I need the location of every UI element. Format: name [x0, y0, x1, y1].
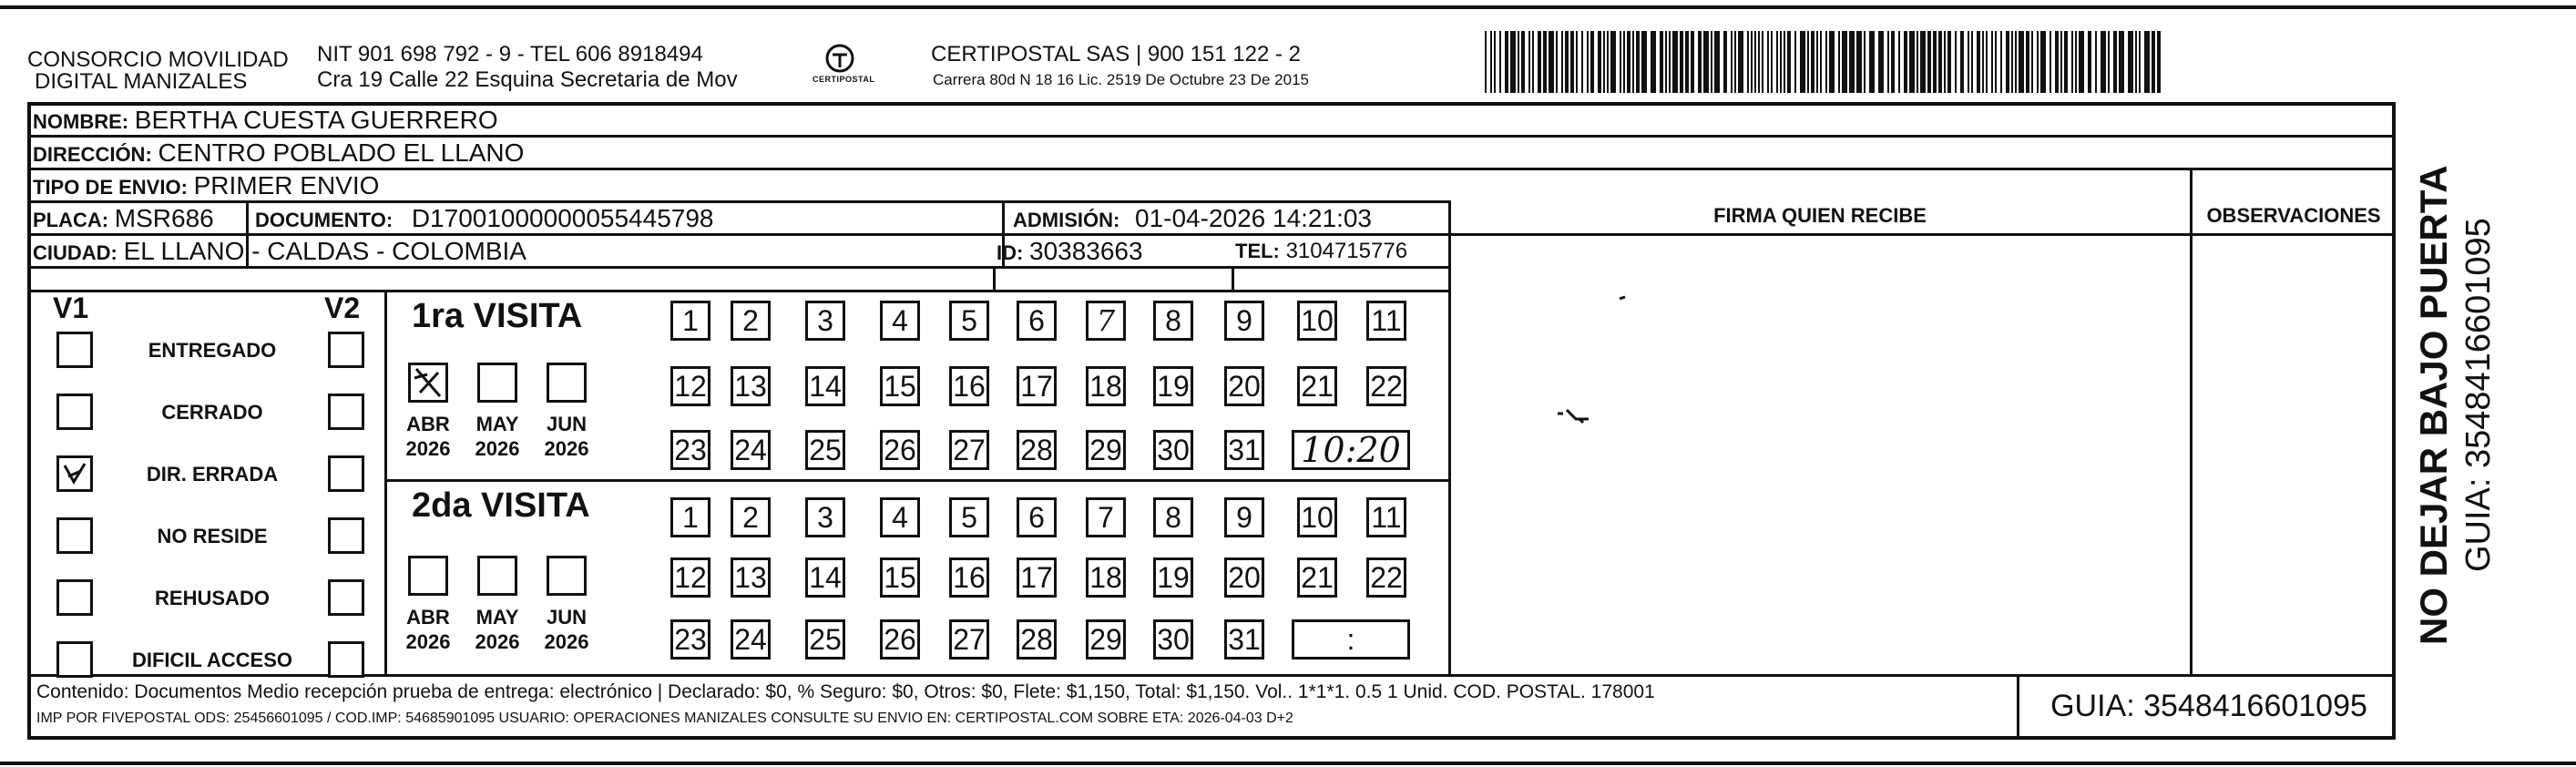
barcode-bar — [1825, 31, 1827, 93]
direccion-field — [33, 138, 524, 168]
barcode-bar — [1521, 31, 1525, 93]
scan-top-edge — [0, 5, 2576, 9]
second-visit-day-box[interactable]: 29 — [1086, 619, 1126, 660]
barcode-bar — [1767, 31, 1769, 93]
side-guia: GUIA: 3548416601095 — [2459, 218, 2498, 572]
barcode-bar — [1842, 31, 1847, 93]
first-visit-day-box[interactable]: 15 — [880, 366, 920, 406]
barcode-bar — [1917, 31, 1918, 93]
direccion-value: CENTRO POBLADO EL LLANO — [158, 138, 525, 167]
second-visit-day-box[interactable]: 7 — [1086, 497, 1126, 537]
placa-key: PLACA: — [33, 209, 109, 231]
barcode-bar — [2011, 31, 2013, 93]
second-visit-day-box[interactable]: 13 — [731, 557, 771, 598]
contenido-text: Contenido: Documentos Medio recepción prueba de entrega: electrónico | Declarado: $0, % Seguro: $0, Otros: $0, Flete: $1,150, Total: $1,150. Vol.. 1*1*1. 0.5 1 Unid. COD. POSTAL. 178001 — [36, 681, 1655, 702]
barcode-bar — [2006, 31, 2009, 93]
barcode-bar — [1811, 31, 1814, 93]
second-visit-day-box[interactable]: 3 — [805, 497, 845, 537]
first-visit-month-checkbox[interactable] — [547, 363, 587, 403]
ciudad-key: CIUDAD: — [33, 241, 118, 264]
barcode-bar — [1711, 31, 1712, 93]
barcode-bar — [1800, 31, 1805, 93]
v1-checkbox[interactable] — [56, 641, 93, 678]
status-option-label: ENTREGADO — [148, 339, 277, 362]
barcode-bar — [1944, 31, 1946, 93]
first-visit-day-box[interactable]: 8 — [1153, 301, 1193, 341]
barcode-bar — [1632, 31, 1634, 93]
v1-label: V1 — [53, 291, 89, 324]
barcode-bar — [1738, 31, 1743, 93]
first-visit-day-box[interactable]: 11 — [1366, 301, 1406, 341]
barcode-bar — [1947, 31, 1951, 93]
col-divider — [1232, 266, 1234, 290]
second-visit-day-box[interactable]: 30 — [1153, 619, 1193, 660]
scan-bottom-edge — [0, 762, 2576, 765]
side-warning: NO DEJAR BAJO PUERTA — [2412, 165, 2455, 645]
certipostal-logo-icon — [811, 40, 869, 93]
barcode-bar — [1570, 31, 1574, 93]
second-visit-day-box[interactable]: 5 — [949, 497, 989, 537]
barcode-bar — [1603, 31, 1605, 93]
admision-key: ADMISIÓN: — [1013, 209, 1120, 231]
second-visit-month-checkbox[interactable] — [547, 556, 587, 596]
barcode-bar — [1565, 31, 1569, 93]
first-visit-month-label: MAY 2026 — [475, 413, 520, 460]
first-visit-day-box[interactable]: 22 — [1366, 366, 1406, 406]
documento-key: DOCUMENTO: — [255, 209, 394, 231]
v1-checkbox[interactable] — [56, 332, 93, 368]
col-divider — [384, 290, 387, 674]
barcode-bar — [1771, 31, 1773, 93]
barcode-bar — [1838, 31, 1840, 93]
barcode-bar — [1543, 31, 1547, 93]
second-visit-day-box[interactable]: 23 — [670, 619, 710, 660]
id-value: 30383663 — [1029, 237, 1143, 265]
first-visit-day-box[interactable]: 20 — [1224, 366, 1264, 406]
barcode-bar — [2152, 31, 2155, 93]
barcode-bar — [1528, 31, 1530, 93]
col-divider — [2190, 168, 2193, 676]
barcode-bar — [1864, 31, 1866, 93]
placa-field — [33, 204, 214, 233]
barcode-bar — [1920, 31, 1926, 93]
barcode-bar — [2144, 31, 2150, 93]
barcode-bar — [1776, 31, 1778, 93]
company-name-line2: DIGITAL MANIZALES — [35, 69, 248, 94]
tel-value: 3104715776 — [1285, 239, 1408, 263]
barcode-bar — [1714, 31, 1720, 93]
col-divider — [1002, 200, 1005, 233]
barcode-bar — [1829, 31, 1835, 93]
col-divider — [993, 266, 996, 290]
barcode-bar — [2031, 31, 2033, 93]
second-visit-day-box[interactable]: 8 — [1153, 497, 1193, 537]
row-divider — [27, 168, 2396, 170]
barcode-bar — [1977, 31, 1980, 93]
barcode-bar — [1787, 31, 1791, 93]
tipo-key: TIPO DE ENVIO: — [33, 176, 188, 199]
first-visit-day-box[interactable]: 18 — [1086, 366, 1126, 406]
barcode-bar — [1849, 31, 1855, 93]
barcode-bar — [2037, 31, 2039, 93]
courier-line2: Carrera 80d N 18 16 Lic. 2519 De Octubre 23 De 2015 — [933, 71, 1309, 88]
documento-value: D17001000000055445798 — [411, 204, 714, 232]
barcode-bar — [1607, 31, 1609, 93]
first-visit-month-checkbox[interactable] — [477, 363, 517, 403]
barcode-bar — [1665, 31, 1667, 93]
barcode-bar — [1587, 31, 1589, 93]
second-visit-day-box[interactable]: 25 — [805, 619, 845, 660]
barcode-bar — [1938, 31, 1942, 93]
barcode-bar — [1561, 31, 1563, 93]
second-visit-day-box[interactable]: 11 — [1366, 497, 1406, 537]
barcode-bar — [1556, 31, 1558, 93]
barcode — [1485, 31, 2164, 93]
first-visit-day-box[interactable]: 10 — [1297, 301, 1337, 341]
first-visit-day-box[interactable]: 29 — [1086, 430, 1126, 470]
documento-field — [255, 204, 714, 233]
barcode-bar — [2157, 31, 2161, 93]
first-visit-day-box[interactable]: 23 — [670, 430, 710, 470]
barcode-bar — [1751, 31, 1753, 93]
barcode-bar — [1762, 31, 1763, 93]
second-visit-day-box[interactable]: 20 — [1224, 557, 1264, 598]
second-visit-month-checkbox[interactable] — [477, 556, 517, 596]
admision-value: 01-04-2026 14:21:03 — [1135, 204, 1372, 232]
main-frame — [27, 102, 2396, 740]
barcode-bar — [1982, 31, 1984, 93]
barcode-bar — [2101, 31, 2106, 93]
v2-checkbox[interactable] — [328, 394, 364, 430]
nombre-field — [33, 106, 498, 135]
barcode-bar — [2060, 31, 2062, 93]
firma-label: FIRMA QUIEN RECIBE — [1713, 204, 1927, 227]
barcode-bar — [1968, 31, 1969, 93]
barcode-bar — [1576, 31, 1578, 93]
barcode-bar — [1685, 31, 1689, 93]
second-visit-day-box[interactable]: 17 — [1017, 557, 1057, 598]
barcode-bar — [1960, 31, 1964, 93]
barcode-bar — [1780, 31, 1782, 93]
barcode-bar — [1651, 31, 1656, 93]
barcode-bar — [1499, 31, 1501, 93]
barcode-bar — [1794, 31, 1796, 93]
barcode-bar — [1784, 31, 1785, 93]
barcode-bar — [1878, 31, 1884, 93]
first-visit-day-box[interactable]: 16 — [949, 366, 989, 406]
first-visit-day-box[interactable]: 7 — [1086, 301, 1126, 341]
address-line: Cra 19 Calle 22 Esquina Secretaria de Mov — [317, 67, 738, 92]
tel-key: TEL: — [1235, 240, 1280, 262]
first-visit-month-label: JUN 2026 — [544, 413, 589, 460]
v1-checkbox[interactable] — [56, 394, 93, 430]
barcode-bar — [2128, 31, 2133, 93]
barcode-bar — [2139, 31, 2141, 93]
v2-label: V2 — [324, 291, 361, 324]
first-visit-day-box[interactable]: 17 — [1017, 366, 1057, 406]
second-visit-day-box[interactable]: 19 — [1153, 557, 1193, 598]
status-option-label: CERRADO — [161, 401, 263, 424]
status-option-label: DIR. ERRADA — [146, 463, 279, 486]
second-visit-title: 2da VISITA — [412, 486, 590, 525]
barcode-bar — [1636, 31, 1640, 93]
first-visit-day-box[interactable]: 5 — [949, 301, 989, 341]
barcode-bar — [1672, 31, 1678, 93]
barcode-bar — [1660, 31, 1663, 93]
barcode-bar — [1703, 31, 1709, 93]
second-visit-month-label: ABR 2026 — [405, 606, 451, 653]
placa-value: MSR686 — [114, 204, 214, 232]
barcode-bar — [1754, 31, 1756, 93]
barcode-bar — [1986, 31, 1988, 93]
barcode-bar — [1856, 31, 1862, 93]
first-visit-day-box[interactable]: 31 — [1224, 430, 1264, 470]
row-divider — [27, 290, 1450, 292]
barcode-bar — [1734, 31, 1736, 93]
barcode-bar — [1820, 31, 1822, 93]
row-divider — [27, 674, 2396, 677]
barcode-bar — [2064, 31, 2068, 93]
second-visit-day-box[interactable]: 1 — [670, 497, 710, 537]
barcode-bar — [1620, 31, 1621, 93]
second-visit-day-box[interactable]: 15 — [880, 557, 920, 598]
second-visit-day-box[interactable]: 26 — [880, 619, 920, 660]
barcode-bar — [2040, 31, 2046, 93]
barcode-bar — [2079, 31, 2084, 93]
barcode-bar — [1598, 31, 1601, 93]
barcode-bar — [1505, 31, 1508, 93]
barcode-bar — [2113, 31, 2117, 93]
barcode-bar — [2075, 31, 2077, 93]
tipo-field — [33, 171, 379, 200]
v1-checkbox[interactable] — [56, 517, 93, 554]
courier-line1: CERTIPOSTAL SAS | 900 151 122 - 2 — [931, 42, 1301, 66]
barcode-bar — [2108, 31, 2110, 93]
status-option-label: NO RESIDE — [157, 525, 268, 547]
first-visit-day-box[interactable]: 12 — [670, 366, 710, 406]
second-visit-day-box[interactable]: 6 — [1017, 497, 1057, 537]
second-visit-day-box[interactable]: 16 — [949, 557, 989, 598]
barcode-bar — [2050, 31, 2051, 93]
barcode-bar — [1669, 31, 1671, 93]
signature-scribble — [1549, 291, 1658, 437]
first-visit-day-box[interactable]: 30 — [1153, 430, 1193, 470]
barcode-bar — [1909, 31, 1915, 93]
barcode-bar — [1698, 31, 1702, 93]
first-visit-month-label: ABR 2026 — [405, 413, 451, 460]
first-visit-title: 1ra VISITA — [412, 297, 583, 335]
v2-checkbox[interactable] — [328, 641, 364, 678]
barcode-bar — [1971, 31, 1973, 93]
col-divider — [2017, 674, 2019, 740]
barcode-bar — [2000, 31, 2002, 93]
v2-checkbox[interactable] — [328, 332, 364, 368]
second-visit-month-label: MAY 2026 — [475, 606, 520, 653]
barcode-bar — [2055, 31, 2059, 93]
first-visit-day-box[interactable]: 25 — [805, 430, 845, 470]
second-visit-day-box[interactable]: 22 — [1366, 557, 1406, 598]
barcode-bar — [1485, 31, 1487, 93]
barcode-bar — [2135, 31, 2137, 93]
nit-line: NIT 901 698 792 - 9 - TEL 606 8918494 — [317, 42, 703, 66]
barcode-bar — [1680, 31, 1683, 93]
barcode-bar — [1933, 31, 1937, 93]
guia-box-text: GUIA: 3548416601095 — [2050, 689, 2367, 723]
first-visit-day-box[interactable]: 9 — [1224, 301, 1264, 341]
first-visit-day-box[interactable]: 14 — [805, 366, 845, 406]
first-visit-time-box[interactable]: 10:20 — [1292, 430, 1410, 470]
admision-field — [1013, 204, 1372, 233]
first-visit-day-box[interactable]: 19 — [1153, 366, 1193, 406]
second-visit-day-box[interactable]: 4 — [880, 497, 920, 537]
barcode-bar — [2019, 31, 2024, 93]
second-visit-day-box[interactable]: 2 — [731, 497, 771, 537]
second-visit-day-box[interactable]: 27 — [949, 619, 989, 660]
status-option-label: REHUSADO — [155, 587, 270, 609]
second-visit-time-box[interactable]: : — [1292, 619, 1410, 660]
first-visit-day-box[interactable]: 24 — [731, 430, 771, 470]
second-visit-month-label: JUN 2026 — [544, 606, 589, 653]
v2-checkbox[interactable] — [328, 579, 364, 616]
barcode-bar — [1955, 31, 1957, 93]
row-divider — [27, 200, 1450, 203]
id-key: ID: — [997, 241, 1024, 264]
barcode-bar — [1995, 31, 1997, 93]
second-visit-day-box[interactable]: 24 — [731, 619, 771, 660]
second-visit-day-box[interactable]: 21 — [1297, 557, 1337, 598]
barcode-bar — [1927, 31, 1931, 93]
first-visit-day-box[interactable]: 4 — [880, 301, 920, 341]
barcode-bar — [1869, 31, 1875, 93]
barcode-bar — [1549, 31, 1554, 93]
barcode-bar — [1731, 31, 1733, 93]
barcode-bar — [1991, 31, 1993, 93]
barcode-bar — [1627, 31, 1630, 93]
barcode-bar — [1610, 31, 1616, 93]
barcode-bar — [1904, 31, 1907, 93]
barcode-bar — [2071, 31, 2073, 93]
tipo-value: PRIMER ENVIO — [193, 171, 380, 199]
first-visit-day-box[interactable]: 6 — [1017, 301, 1057, 341]
imp-text: IMP POR FIVEPOSTAL ODS: 25456601095 / COD.IMP: 54685901095 USUARIO: OPERACIONES MANIZALES CONSULTE SU ENVIO EN: CERTIPOSTAL.COM SOBRE ETA: 2026-04-03 D+2 — [36, 711, 1293, 726]
v2-checkbox[interactable] — [328, 455, 364, 492]
barcode-bar — [1490, 31, 1492, 93]
company-name-line1: CONSORCIO MOVILIDAD — [27, 47, 289, 72]
barcode-bar — [2119, 31, 2124, 93]
first-visit-day-box[interactable]: 26 — [880, 430, 920, 470]
first-visit-day-box[interactable]: 28 — [1017, 430, 1057, 470]
first-visit-month-checkbox[interactable] — [408, 363, 448, 403]
ciudad-value: EL LLANO - CALDAS - COLOMBIA — [123, 237, 526, 265]
second-visit-day-box[interactable]: 14 — [805, 557, 845, 598]
barcode-bar — [1510, 31, 1516, 93]
first-visit-day-box[interactable]: 21 — [1297, 366, 1337, 406]
barcode-bar — [2088, 31, 2091, 93]
second-visit-day-box[interactable]: 28 — [1017, 619, 1057, 660]
col-divider — [1448, 200, 1451, 676]
ciudad-field — [33, 237, 526, 266]
barcode-bar — [2026, 31, 2029, 93]
barcode-bar — [2015, 31, 2017, 93]
logo-caption: CERTIPOSTAL — [813, 75, 875, 84]
nombre-value: BERTHA CUESTA GUERRERO — [134, 106, 498, 134]
visit-divider — [384, 479, 1450, 482]
v1-checkbox[interactable] — [56, 579, 93, 616]
first-visit-day-box[interactable]: 13 — [731, 366, 771, 406]
second-visit-day-box[interactable]: 12 — [670, 557, 710, 598]
barcode-bar — [1816, 31, 1818, 93]
direccion-key: DIRECCIÓN: — [33, 143, 152, 166]
second-visit-day-box[interactable]: 31 — [1224, 619, 1264, 660]
row-divider — [27, 135, 2396, 138]
col-divider — [246, 200, 249, 233]
barcode-bar — [1723, 31, 1727, 93]
row-divider — [27, 233, 2396, 236]
barcode-bar — [1891, 31, 1895, 93]
second-visit-day-box[interactable]: 18 — [1086, 557, 1126, 598]
id-field — [997, 237, 1143, 266]
barcode-bar — [1758, 31, 1760, 93]
barcode-bar — [1538, 31, 1541, 93]
barcode-bar — [1518, 31, 1519, 93]
barcode-bar — [1494, 31, 1496, 93]
v2-checkbox[interactable] — [328, 517, 364, 554]
barcode-bar — [2095, 31, 2097, 93]
status-option-label: DIFICIL ACCESO — [131, 649, 292, 671]
barcode-bar — [1581, 31, 1583, 93]
barcode-bar — [1641, 31, 1647, 93]
first-visit-day-box[interactable]: 2 — [731, 301, 771, 341]
first-visit-day-box[interactable]: 1 — [670, 301, 710, 341]
second-visit-month-checkbox[interactable] — [408, 556, 448, 596]
barcode-bar — [1691, 31, 1694, 93]
barcode-bar — [1898, 31, 1900, 93]
tel-field — [1235, 239, 1407, 264]
second-visit-day-box[interactable]: 10 — [1297, 497, 1337, 537]
barcode-bar — [1623, 31, 1625, 93]
nombre-key: NOMBRE: — [33, 110, 129, 133]
barcode-bar — [1747, 31, 1749, 93]
first-visit-day-box[interactable]: 27 — [949, 430, 989, 470]
barcode-bar — [1887, 31, 1889, 93]
first-visit-day-box[interactable]: 3 — [805, 301, 845, 341]
observaciones-label: OBSERVACIONES — [2206, 204, 2381, 227]
barcode-bar — [1807, 31, 1809, 93]
barcode-bar — [1532, 31, 1534, 93]
second-visit-day-box[interactable]: 9 — [1224, 497, 1264, 537]
v1-checkbox[interactable] — [56, 455, 93, 492]
barcode-bar — [1590, 31, 1594, 93]
row-divider — [27, 266, 1450, 269]
